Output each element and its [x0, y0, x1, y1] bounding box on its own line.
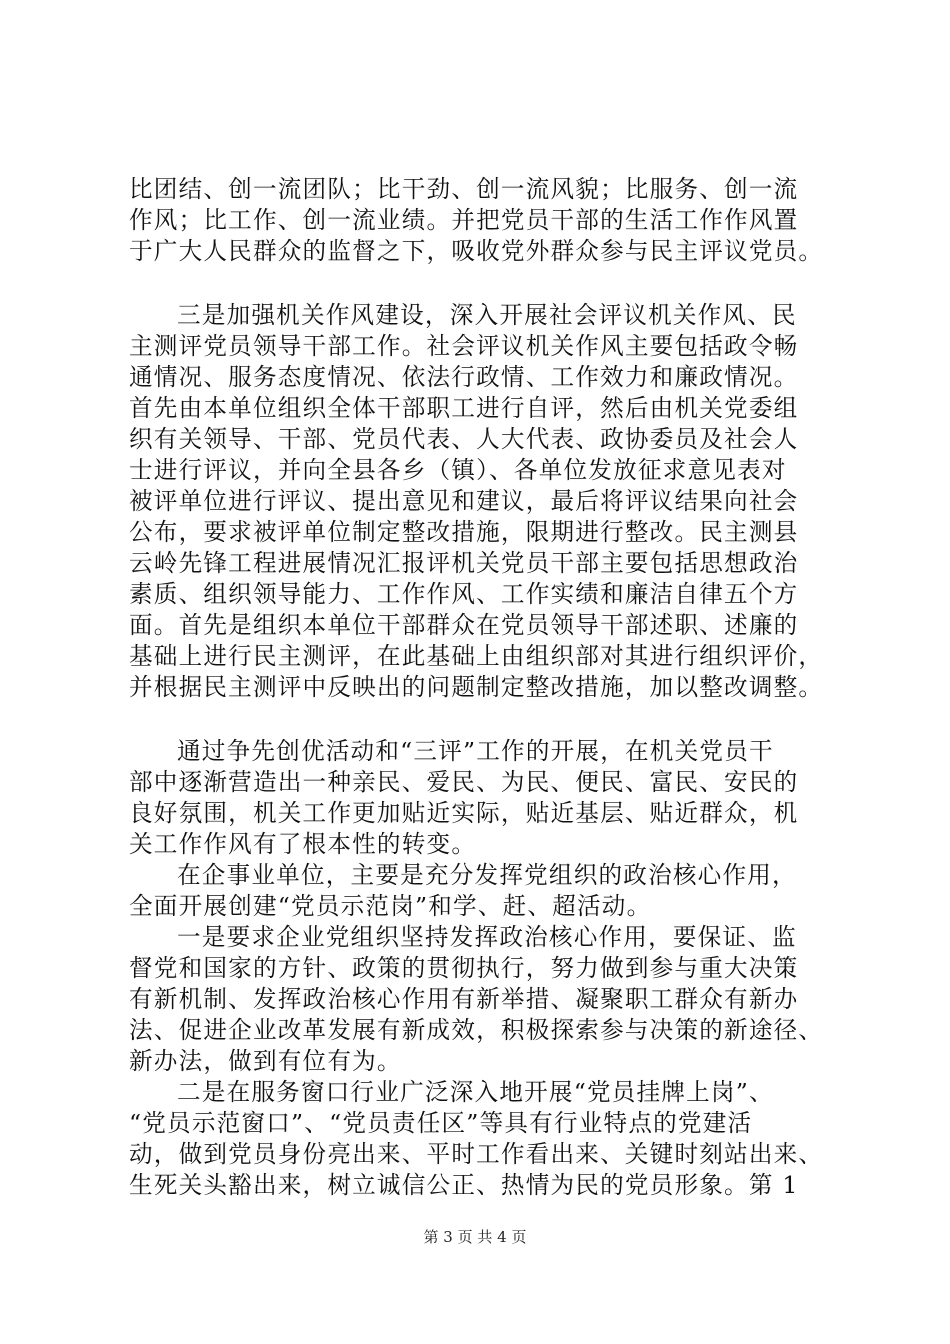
text-line: 公布，要求被评单位制定整改措施，限期进行整改。民主测县 [129, 518, 799, 546]
page-number-footer: 第 3 页 共 4 页 [423, 1228, 527, 1246]
text-line: 一是要求企业党组织坚持发挥政治核心作用，要保证、监 [177, 923, 797, 951]
document-body [129, 174, 849, 1201]
text-line: 全面开展创建“党员示范岗”和学、赶、超活动。 [129, 892, 652, 920]
text-line: 良好氛围，机关工作更加贴近实际，贴近基层、贴近群众，机 [129, 799, 799, 827]
text-line: 被评单位进行评议、提出意见和建议，最后将评议结果向社会 [129, 487, 799, 515]
text-line: 法、促进企业改革发展有新成效，积极探索参与决策的新途径、 [129, 1016, 824, 1044]
text-line: 素质、组织领导能力、工作作风、工作实绩和廉洁自律五个方 [129, 580, 799, 608]
paragraph-5 [129, 922, 849, 1077]
text-line: 新办法，做到有位有为。 [129, 1047, 402, 1075]
text-line: 于广大人民群众的监督之下，吸收党外群众参与民主评议党员。 [129, 237, 824, 265]
text-line: 通情况、服务态度情况、依法行政情、工作效力和廉政情况。 [129, 363, 799, 391]
text-line: 作风；比工作、创一流业绩。并把党员干部的生活工作作风置 [129, 206, 799, 234]
text-line: “党员示范窗口”、“党员责任区”等具有行业特点的党建活 [129, 1109, 753, 1137]
text-line: 并根据民主测评中反映出的问题制定整改措施，加以整改调整。 [129, 673, 824, 701]
text-line: 二是在服务窗口行业广泛深入地开展“党员挂牌上岗”、 [177, 1078, 774, 1106]
text-line: 比团结、创一流团队；比干劲、创一流风貌；比服务、创一流 [129, 175, 799, 203]
paragraph-6 [129, 1077, 849, 1201]
text-line: 生死关头豁出来，树立诚信公正、热情为民的党员形象。第 1 [129, 1171, 799, 1199]
paragraph-4 [129, 860, 849, 922]
text-line: 首先由本单位组织全体干部职工进行自评，然后由机关党委组 [129, 394, 799, 422]
paragraph-1 [129, 174, 849, 267]
text-line: 云岭先锋工程进展情况汇报评机关党员干部主要包括思想政治 [129, 549, 799, 577]
text-line: 动，做到党员身份亮出来、平时工作看出来、关键时刻站出来、 [129, 1140, 824, 1168]
paragraph-2 [129, 300, 849, 703]
text-line: 织有关领导、干部、党员代表、人大代表、政协委员及社会人 [129, 425, 799, 453]
text-line: 面。首先是组织本单位干部群众在党员领导干部述职、述廉的 [129, 611, 799, 639]
text-line: 部中逐渐营造出一种亲民、爱民、为民、便民、富民、安民的 [129, 768, 799, 796]
text-line: 主测评党员领导干部工作。社会评议机关作风主要包括政令畅 [129, 332, 799, 360]
text-line: 在企事业单位，主要是充分发挥党组织的政治核心作用， [177, 861, 797, 889]
paragraph-3 [129, 736, 849, 860]
text-line: 基础上进行民主测评，在此基础上由组织部对其进行组织评价， [129, 642, 824, 670]
text-line: 关工作作风有了根本性的转变。 [129, 830, 477, 858]
text-line: 三是加强机关作风建设，深入开展社会评议机关作风、民 [177, 301, 797, 329]
text-line: 有新机制、发挥政治核心作用有新举措、凝聚职工群众有新办 [129, 985, 799, 1013]
text-line: 督党和国家的方针、政策的贯彻执行，努力做到参与重大决策 [129, 954, 799, 982]
text-line: 士进行评议，并向全县各乡（镇）、各单位发放征求意见表对 [129, 456, 787, 484]
text-line: 通过争先创优活动和“三评”工作的开展，在机关党员干 [177, 737, 774, 765]
